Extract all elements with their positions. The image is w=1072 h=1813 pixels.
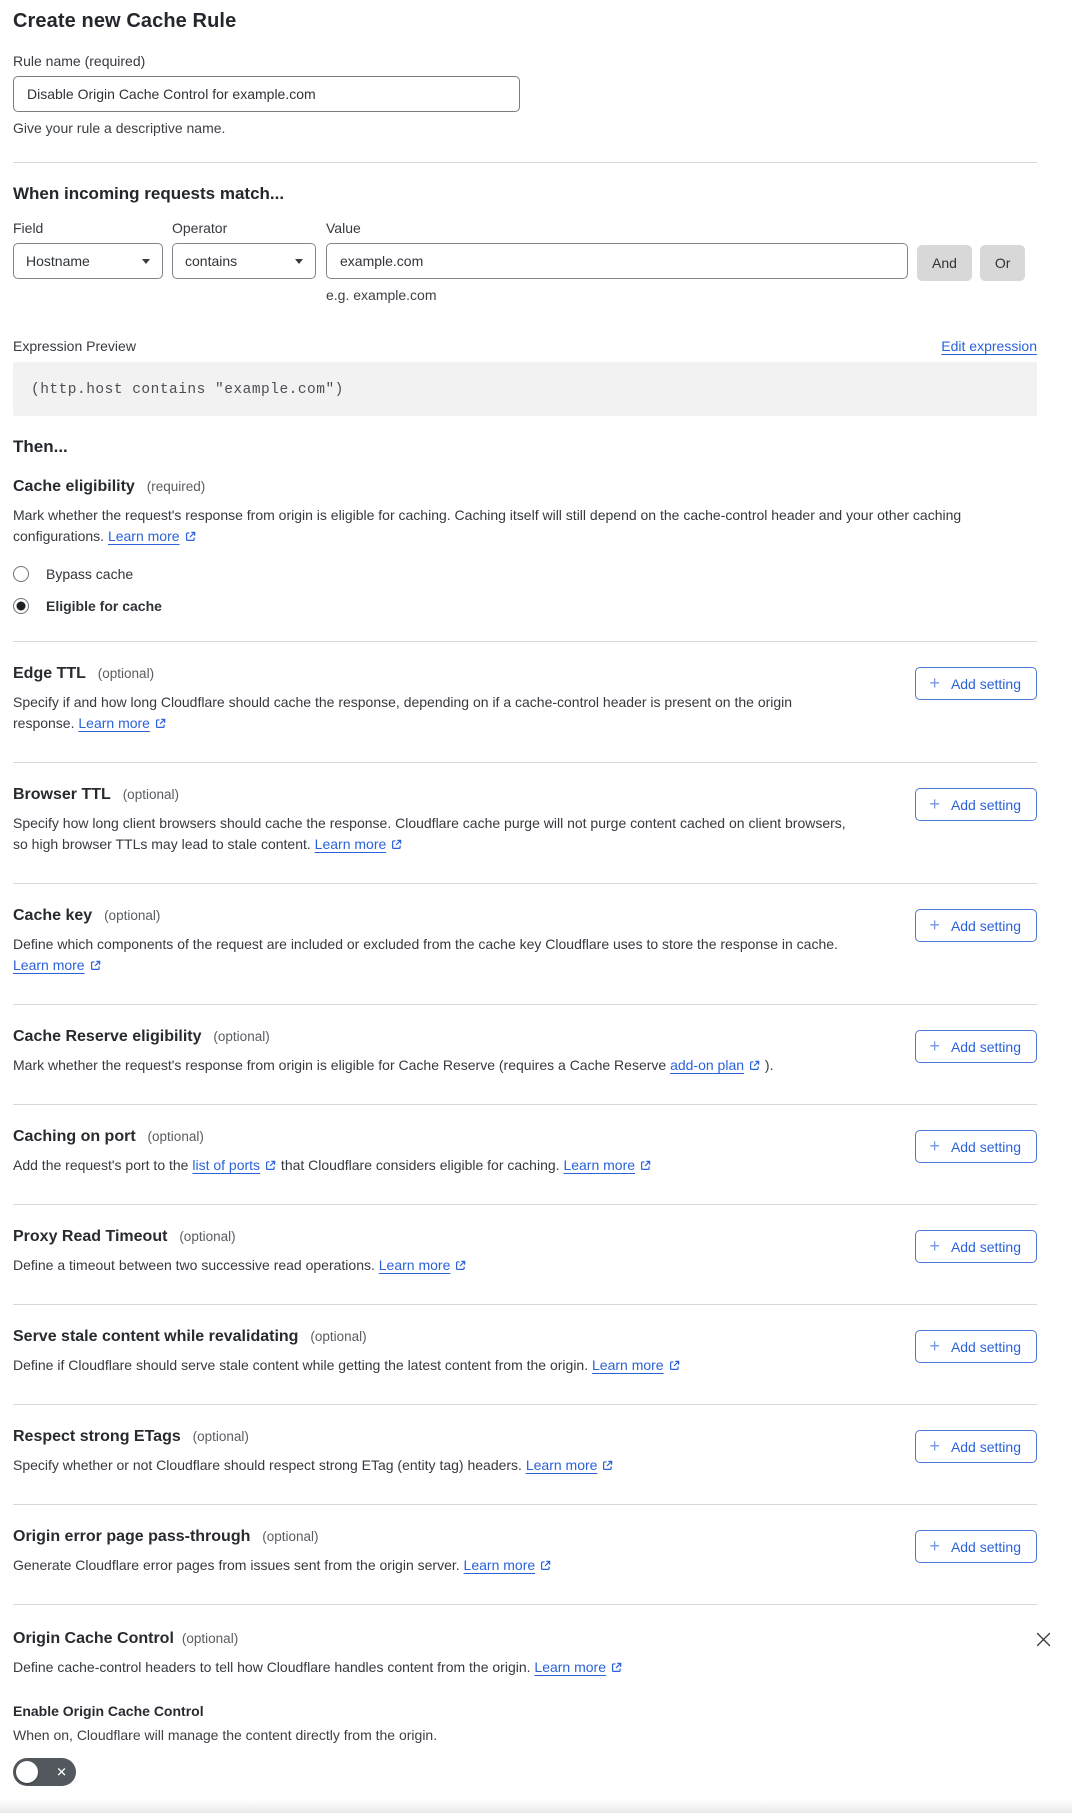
external-link-icon [264,1159,277,1172]
setting-badge: (optional) [104,908,161,923]
setting-badge: (optional) [213,1029,270,1044]
plus-icon: + [929,1235,940,1256]
enable-origin-cache-control-label: Enable Origin Cache Control [13,1703,204,1719]
setting-badge: (optional) [262,1529,319,1544]
setting-section-origin-error-page-pass-through [0,1505,1072,1604]
chevron-down-icon [295,259,303,264]
setting-section-edge-ttl [0,642,1072,762]
origin-cache-control-toggle[interactable] [13,1758,76,1786]
add-setting-button-origin-error-page-pass-through[interactable] [915,1530,1037,1563]
field-select[interactable] [13,243,163,279]
value-label: Value [326,220,361,236]
external-link-icon [184,530,197,543]
plus-icon: + [929,1535,940,1556]
setting-badge: (optional) [97,666,155,681]
toggle-off-x-icon: ✕ [56,1764,67,1780]
setting-title: Proxy Read Timeout [13,1228,168,1245]
external-link-icon [668,1359,681,1372]
cache-eligibility-badge: (required) [146,479,206,494]
expression-preview-box [13,362,1037,416]
add-setting-button-browser-ttl[interactable] [915,788,1037,821]
external-link-icon [154,717,167,730]
value-input[interactable] [326,243,908,279]
page-title: Create new Cache Rule [13,10,237,32]
cache-eligibility-title: Cache eligibility [13,478,135,495]
field-select-value: Hostname [26,253,90,269]
learn-more-link[interactable]: Learn more [13,957,85,973]
cache-eligibility-description: Mark whether the request's response from origin is eligible for caching. Caching itself will still depend on the cache-control header and your other caching configurations. Learn more [13,507,962,544]
learn-more-link[interactable]: Learn more [563,1157,636,1173]
setting-section-browser-ttl [0,763,1072,883]
field-label: Field [13,220,44,236]
setting-title: Respect strong ETags [13,1428,181,1445]
setting-badge: (optional) [192,1429,249,1444]
add-setting-button-caching-on-port[interactable] [915,1130,1037,1163]
plus-icon: + [929,672,940,693]
plus-icon: + [929,1335,940,1356]
external-link-icon [601,1459,614,1472]
learn-more-link[interactable]: Learn more [592,1357,664,1373]
add-setting-button-respect-strong-etags[interactable] [915,1430,1037,1463]
setting-section-caching-on-port [0,1105,1072,1204]
operator-select-value: contains [185,253,238,269]
setting-section-respect-strong-etags [0,1405,1072,1504]
list-of-ports-link[interactable]: list of ports [192,1157,261,1173]
learn-more-link[interactable]: Learn more [525,1457,598,1473]
setting-description: Define if Cloudflare should serve stale content while getting the latest content from the origin. Learn more [13,1355,848,1376]
add-setting-label: Add setting [950,1038,1021,1055]
setting-badge: (optional) [310,1329,367,1344]
radio-label: Bypass cache [46,566,134,582]
setting-title: Origin error page pass-through [13,1528,251,1545]
plus-icon: + [929,914,940,935]
setting-badge: (optional) [147,1129,204,1144]
plus-icon: + [929,1035,940,1056]
cache-eligibility-section [13,478,1037,641]
match-heading: When incoming requests match... [13,184,285,203]
setting-title: Cache Reserve eligibility [13,1028,202,1045]
setting-title: Serve stale content while revalidating [13,1328,299,1345]
setting-description: Specify how long client browsers should cache the response. Cloudflare cache purge will not purge content cached on client browsers, so high browser TTLs may lead to stale content. Learn more [13,815,846,852]
add-setting-button-cache-reserve-eligibility[interactable] [915,1030,1037,1063]
origin-cache-control-badge: (optional) [181,1631,239,1646]
setting-description: Specify whether or not Cloudflare should respect strong ETag (entity tag) headers. Learn more [13,1455,848,1476]
origin-cache-control-title: Origin Cache Control [13,1630,174,1647]
edit-expression-link[interactable]: Edit expression [941,338,1037,354]
or-button[interactable]: Or [980,245,1026,281]
add-setting-label: Add setting [950,796,1021,813]
external-link-icon [539,1559,552,1572]
learn-more-link[interactable]: Learn more [78,715,150,731]
chevron-down-icon [142,259,150,264]
external-link-icon [390,838,403,851]
plus-icon: + [929,1135,940,1156]
setting-description: Define which components of the request are included or excluded from the cache key Cloudflare uses to store the response in cache. Learn more [13,936,838,973]
setting-badge: (optional) [122,787,179,802]
setting-description: Define a timeout between two successive read operations. Learn more [13,1255,848,1276]
expression-preview-label: Expression Preview [13,338,136,354]
close-icon[interactable] [1034,1630,1053,1649]
plus-icon: + [929,1435,940,1456]
rule-name-input[interactable] [13,76,520,112]
setting-title: Cache key [13,907,93,924]
add-on-plan-link[interactable]: add-on plan [670,1057,745,1073]
enable-origin-cache-control-help: When on, Cloudflare will manage the content directly from the origin. [13,1727,438,1743]
add-setting-label: Add setting [950,1138,1021,1155]
external-link-icon [639,1159,652,1172]
add-setting-label: Add setting [950,1338,1021,1355]
learn-more-link[interactable]: Learn more [314,836,387,852]
rule-name-help: Give your rule a descriptive name. [13,120,226,136]
setting-badge: (optional) [179,1229,236,1244]
setting-title: Edge TTL [13,665,86,682]
add-setting-button-edge-ttl[interactable] [915,667,1037,700]
bottom-edge-shade [0,1799,1072,1813]
add-setting-label: Add setting [950,1538,1021,1555]
add-setting-label: Add setting [950,1238,1021,1255]
setting-title: Caching on port [13,1128,136,1145]
origin-cache-control-description: Define cache-control headers to tell how Cloudflare handles content from the origin. Learn more [13,1657,1037,1678]
setting-section-cache-reserve-eligibility [0,1005,1072,1104]
add-setting-button-cache-key[interactable] [915,909,1037,942]
plus-icon: + [929,793,940,814]
toggle-knob [16,1761,38,1783]
external-link-icon [610,1661,623,1674]
setting-description: Generate Cloudflare error pages from issues sent from the origin server. Learn more [13,1555,848,1576]
radio-circle-icon[interactable] [13,598,29,614]
learn-more-link[interactable]: Learn more [107,528,180,544]
rule-name-label: Rule name (required) [13,53,146,69]
external-link-icon [748,1059,761,1072]
radio-circle-icon[interactable] [13,566,29,582]
expression-code: (http.host contains "example.com") [31,382,344,398]
learn-more-link[interactable]: Learn more [463,1557,536,1573]
external-link-icon [89,959,102,972]
operator-select[interactable] [172,243,316,279]
external-link-icon [454,1259,467,1272]
add-setting-label: Add setting [950,917,1021,934]
learn-more-link[interactable]: Learn more [378,1257,451,1273]
add-setting-label: Add setting [950,675,1021,692]
add-setting-button-proxy-read-timeout[interactable] [915,1230,1037,1263]
radio-eligible-for-cache[interactable] [13,598,1037,614]
setting-section-serve-stale-content-while-revalidating [0,1305,1072,1404]
setting-title: Browser TTL [13,786,111,803]
setting-section-cache-key [0,884,1072,1004]
and-button[interactable]: And [917,245,972,281]
add-setting-label: Add setting [950,1438,1021,1455]
add-setting-button-serve-stale-content-while-revalidating[interactable] [915,1330,1037,1363]
setting-description: Specify if and how long Cloudflare should cache the response, depending on if a cache-control header is present on the origin response. Learn more [13,694,793,731]
origin-cache-control-panel [0,1605,1072,1789]
value-hint: e.g. example.com [326,287,437,303]
operator-label: Operator [172,220,228,236]
then-heading: Then... [13,437,68,456]
radio-bypass-cache[interactable] [13,566,1037,582]
setting-description: Add the request's port to the list of ports that Cloudflare considers eligible for caching. Learn more [13,1155,848,1176]
radio-label: Eligible for cache [46,598,162,614]
divider [13,162,1037,163]
expression-builder-row [13,220,1037,303]
setting-section-proxy-read-timeout [0,1205,1072,1304]
learn-more-link[interactable]: Learn more [534,1659,606,1675]
setting-description: Mark whether the request's response from origin is eligible for Cache Reserve (requires a Cache Reserve add-on plan ). [13,1057,774,1073]
